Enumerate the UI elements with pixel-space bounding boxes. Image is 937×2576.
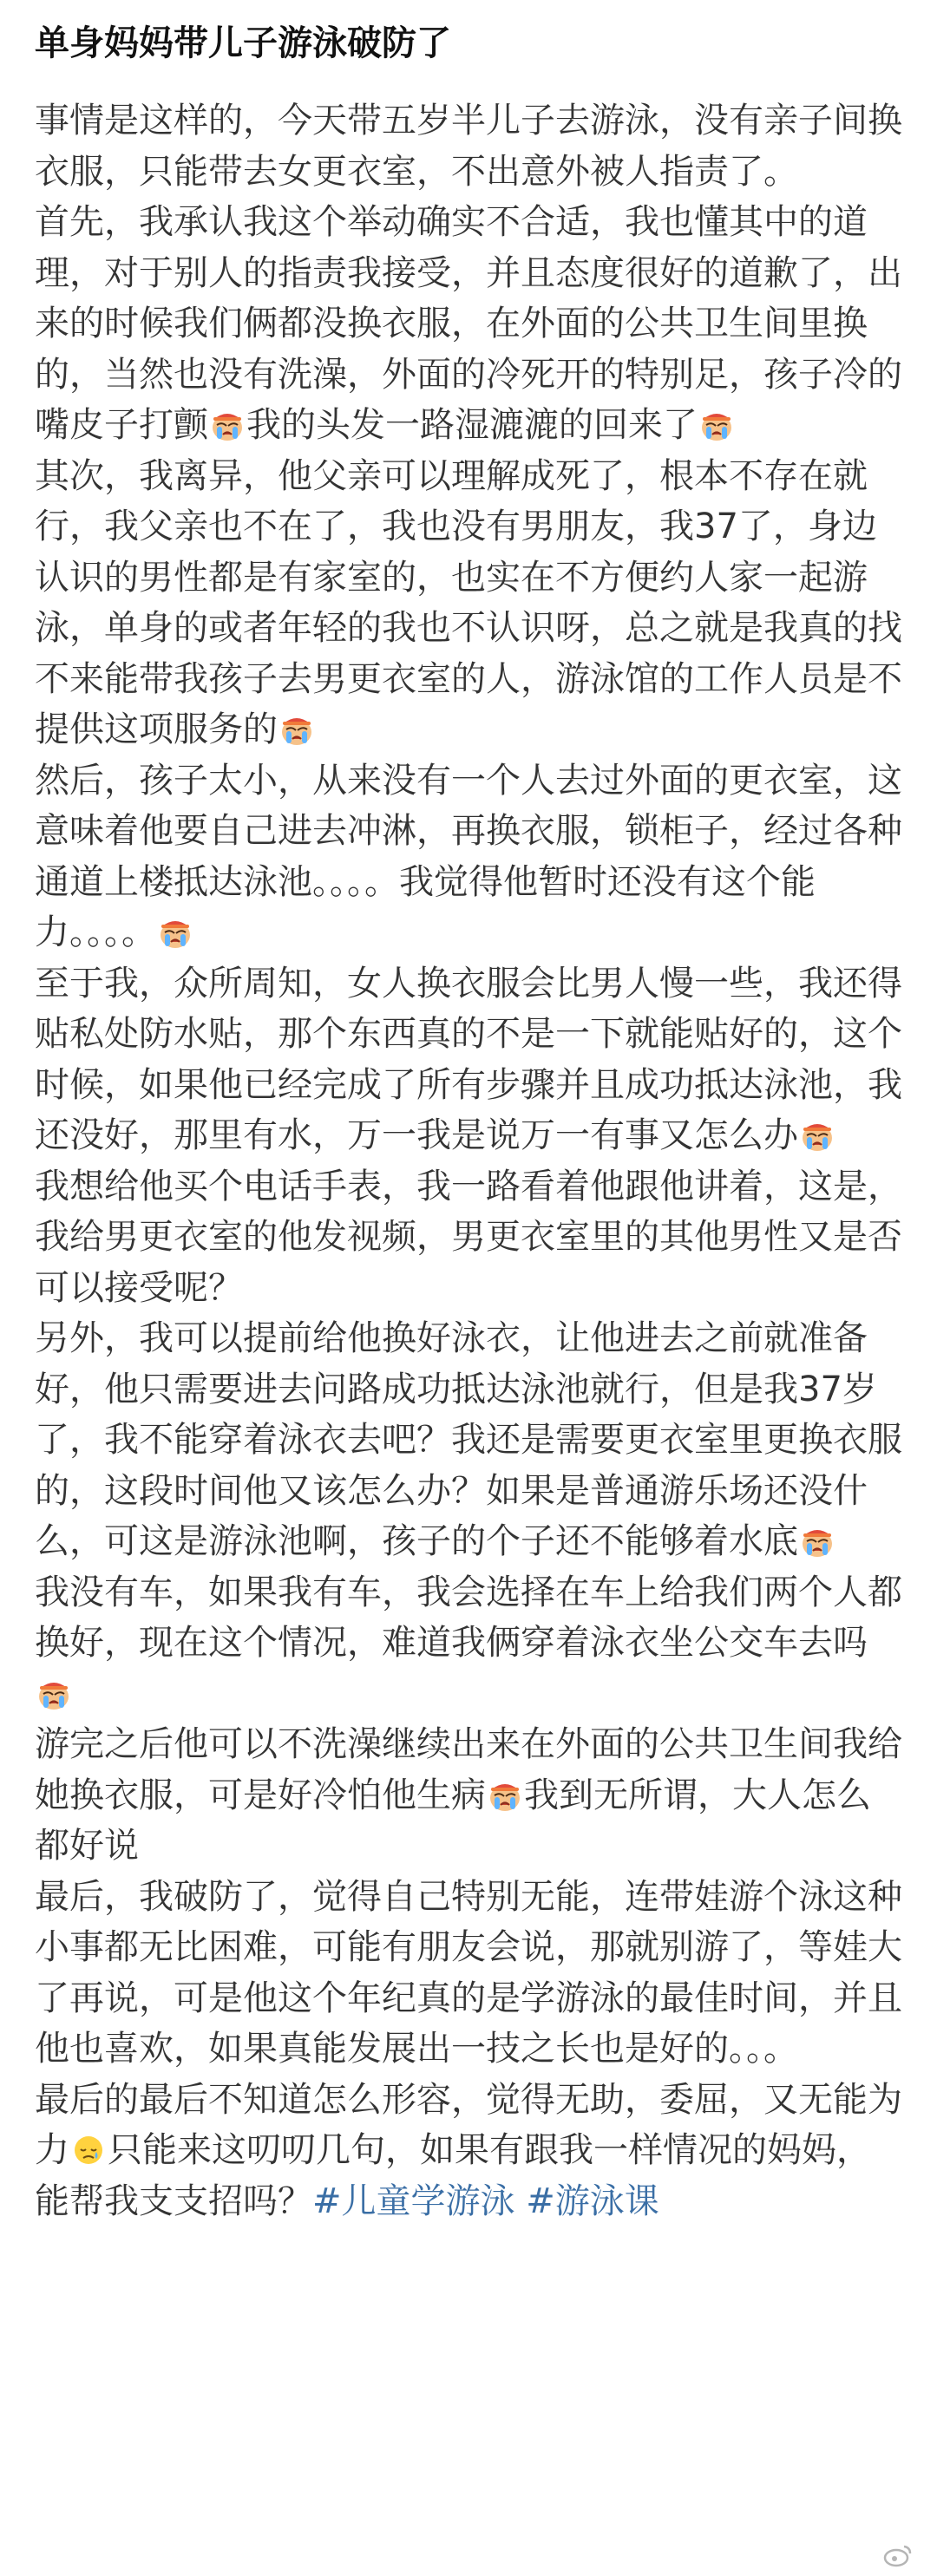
post-paragraph: [35, 2075, 902, 2227]
post-paragraph: [35, 1161, 902, 1314]
crying-emoji-icon: [157, 916, 193, 949]
paragraph-text: 游完之后他可以不洗澡继续出来在外面的公共卫生间我给她换衣服，可是好冷怕他生病: [35, 1724, 902, 1815]
paragraph-text: 我到无所谓，大人怎么都好说: [35, 1775, 871, 1866]
sad-face-emoji-icon: [70, 2134, 107, 2167]
post-paragraph: [35, 958, 902, 1161]
paragraph-text: 另外，我可以提前给他换好泳衣，让他进去之前就准备好，他只需要进去问路成功抵达泳池就行，但是我37岁了，我不能穿着泳衣去吧？我还是需要更衣室里更换衣服的，这段时间他又该怎么办？如果是普通游乐场还没什么，可这是游泳池啊，孩子的个子还不能够着水底: [35, 1318, 902, 1561]
paragraph-text: 至于我，众所周知，女人换衣服会比男人慢一些，我还得贴私处防水贴，那个东西真的不是一下就能贴好的，这个时候，如果他已经完成了所有步骤并且成功抵达泳池，我还没好，那里有水，万一我是说万一有事又怎么办: [35, 963, 902, 1155]
post-paragraph: [35, 1313, 902, 1567]
post-body: [35, 95, 902, 2226]
paragraph-text: [515, 2181, 527, 2221]
paragraph-text: 然后，孩子太小，从来没有一个人去过外面的更衣室，这意味着他要自己进去冲淋，再换衣服，锁柜子，经过各种通道上楼抵达泳池。。。。我觉得他暂时还没有这个能力。。。。: [35, 760, 902, 952]
paragraph-text: 我想给他买个电话手表，我一路看着他跟他讲着，这是，我给男更衣室的他发视频，男更衣室里的其他男性又是否可以接受呢？: [35, 1166, 902, 1308]
hashtag-link[interactable]: #儿童学游泳: [312, 2180, 515, 2221]
paragraph-text: 只能来这叨叨几句，如果有跟我一样情况的妈妈，能帮我支支招吗？: [35, 2130, 871, 2221]
post-paragraph: [35, 1567, 902, 1720]
paragraph-text: 最后的最后不知道怎么形容，觉得无助，委屈，又无能为力: [35, 2079, 902, 2170]
crying-emoji-icon: [799, 1525, 835, 1558]
crying-emoji-icon: [487, 1779, 523, 1812]
paragraph-text: 最后，我破防了，觉得自己特别无能，连带娃游个泳这种小事都无比困难，可能有朋友会说，那就别游了，等娃大了再说，可是他这个年纪真的是学游泳的最佳时间，并且他也喜欢，如果真能发展出一技之长也是好的。。。: [35, 1876, 902, 2069]
crying-emoji-icon: [799, 1119, 835, 1152]
crying-emoji-icon: [209, 409, 246, 441]
post-paragraph: [35, 755, 902, 958]
post-paragraph: [35, 197, 902, 451]
paragraph-text: 事情是这样的，今天带五岁半儿子去游泳，没有亲子间换衣服，只能带去女更衣室，不出意外被人指责了。: [35, 101, 902, 192]
paragraph-text: 首先，我承认我这个举动确实不合适，我也懂其中的道理，对于别人的指责我接受，并且态度很好的道歉了，出来的时候我们俩都没换衣服，在外面的公共卫生间里换的，当然也没有洗澡，外面的冷死开的特别足，孩子冷的嘴皮子打颤: [35, 202, 902, 445]
paragraph-text: 我没有车，如果我有车，我会选择在车上给我们两个人都换好，现在这个情况，难道我俩穿着泳衣坐公交车去吗: [35, 1572, 902, 1663]
weibo-logo-icon: [883, 2543, 913, 2567]
hashtag-link[interactable]: #游泳课: [526, 2180, 659, 2221]
crying-emoji-icon: [278, 713, 315, 746]
paragraph-text: 其次，我离异，他父亲可以理解成死了，根本不存在就行，我父亲也不在了，我也没有男朋友，我37了，身边认识的男性都是有家室的，也实在不方便约人家一起游泳，单身的或者年轻的我也不认识呀，总之就是我真的找不来能带我孩子去男更衣室的人，游泳馆的工作人员是不提供这项服务的: [35, 455, 902, 749]
paragraph-text: 我的头发一路湿漉漉的回来了: [246, 405, 698, 445]
crying-emoji-icon: [698, 409, 735, 441]
post-paragraph: [35, 451, 902, 755]
post-paragraph: [35, 95, 902, 197]
crying-emoji-icon: [36, 1677, 72, 1710]
post-title: 单身妈妈带儿子游泳破防了: [35, 23, 451, 63]
post-paragraph: [35, 1719, 902, 1872]
watermark: [883, 2543, 913, 2567]
post-paragraph: [35, 1872, 902, 2075]
